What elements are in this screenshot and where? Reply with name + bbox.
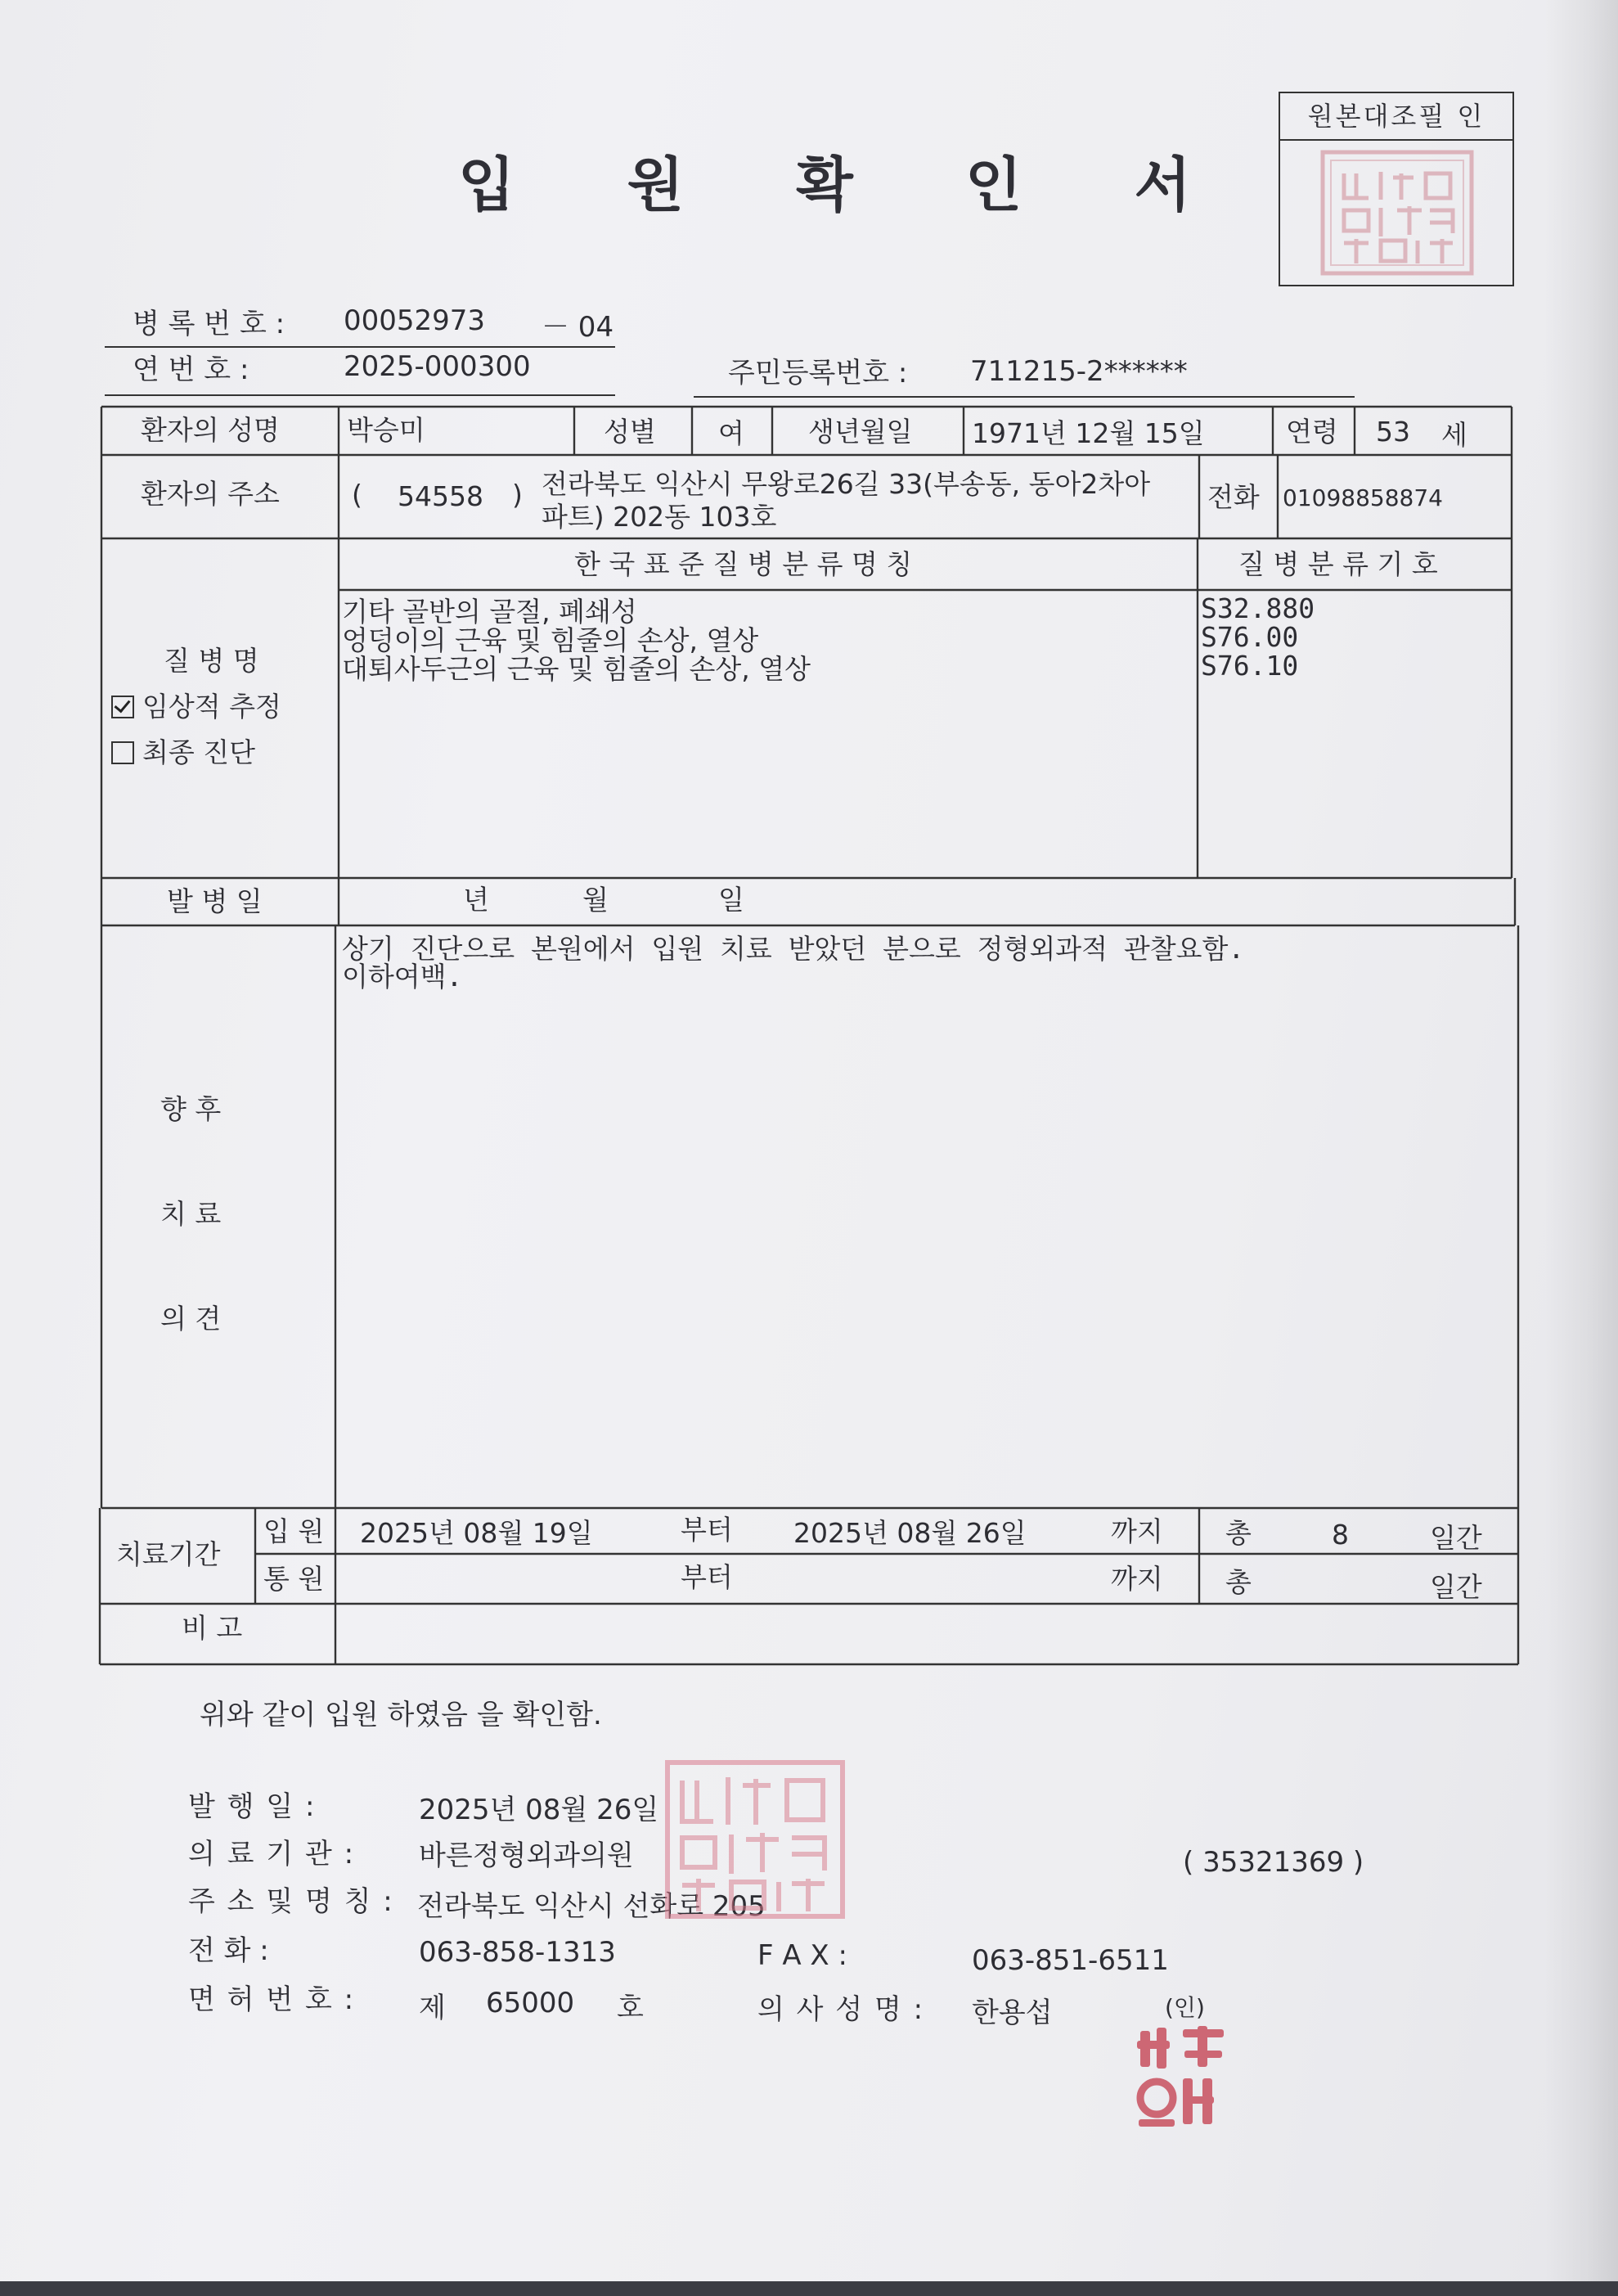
original-copy-stamp-box [1279, 92, 1514, 286]
clinical-estimate-checkbox[interactable] [111, 696, 134, 718]
institution-phone-label: 전 화 : [188, 1934, 269, 1967]
patient-address-label: 환자의 주소 [141, 478, 280, 510]
opinion-label-line-3: 의 견 [160, 1303, 222, 1335]
paper-edge-shadow [1544, 0, 1618, 2296]
serial-number-label: 연 번 호 : [133, 353, 249, 386]
inpatient-days-unit: 일간 [1430, 1522, 1482, 1554]
bottom-background-strip [0, 2281, 1618, 2296]
document-title: 입 원 확 인 서 [458, 151, 1238, 219]
age-value: 53 [1376, 416, 1410, 448]
outpatient-days-unit: 일간 [1430, 1571, 1482, 1603]
institution-label: 의 료 기 관 : [188, 1838, 356, 1871]
license-prefix: 제 [419, 1992, 446, 2024]
outpatient-from-label: 부터 [681, 1561, 733, 1593]
institution-address-label: 주 소 및 명 칭 : [188, 1885, 394, 1918]
patient-name-label: 환자의 성명 [141, 414, 280, 446]
serial-number-underline [105, 394, 615, 396]
inpatient-days-value: 8 [1332, 1519, 1349, 1551]
phone-label: 전화 [1207, 481, 1260, 513]
inpatient-from-date: 2025년 08월 19일 [360, 1517, 593, 1549]
inpatient-label: 입 원 [263, 1515, 325, 1547]
opinion-label-line-1: 향 후 [160, 1093, 222, 1125]
disease-name-header: 한 국 표 준 질 병 분 류 명 칭 [574, 548, 913, 580]
dob-label: 생년월일 [808, 416, 913, 448]
dob-value: 1971년 12월 15일 [972, 417, 1205, 449]
inpatient-total-label: 총 [1225, 1517, 1252, 1549]
zip-open-paren: ( [352, 479, 362, 511]
institution-code: ( 35321369 ) [1183, 1846, 1364, 1879]
doctor-red-seal-icon [1132, 2021, 1234, 2131]
disease-code-1: S32.880 [1201, 592, 1315, 624]
disease-name-2: 엉덩이의 근육 및 힘줄의 손상, 열상 [342, 624, 759, 656]
disease-code-3: S76.10 [1201, 650, 1299, 682]
license-number-label: 면 허 번 호 : [188, 1983, 356, 2016]
issue-date-value: 2025년 08월 26일 [419, 1794, 659, 1826]
remarks-label: 비 고 [182, 1612, 243, 1644]
fax-number: 063-851-6511 [972, 1944, 1169, 1977]
outpatient-to-label: 까지 [1111, 1563, 1163, 1595]
disease-code-header: 질 병 분 류 기 호 [1238, 548, 1438, 580]
institution-name: 바른정형외과의원 [419, 1839, 634, 1872]
zip-code: 54558 [398, 480, 483, 512]
diagnosis-section-label: 질 병 명 [164, 645, 259, 677]
zip-close-paren: ) [512, 479, 523, 511]
clinic-red-seal-icon [664, 1759, 846, 1920]
outpatient-total-label: 총 [1225, 1566, 1252, 1598]
clinical-estimate-option [111, 686, 281, 724]
license-suffix: 호 [617, 1992, 644, 2024]
inpatient-to-date: 2025년 08월 26일 [793, 1517, 1027, 1549]
disease-name-1: 기타 골반의 골절, 폐쇄성 [342, 596, 637, 628]
sex-label: 성별 [604, 416, 656, 448]
treatment-period-label: 치료기간 [116, 1538, 221, 1570]
doctor-seal-mark-label: (인) [1165, 1994, 1205, 2021]
opinion-text-line-1: 상기 진단으로 본원에서 입원 치료 받았던 분으로 정형외과적 관찰요함. [342, 933, 1245, 965]
clinical-estimate-label: 임상적 추정 [142, 691, 281, 723]
sex-value: 여 [718, 417, 744, 449]
outpatient-label: 통 원 [263, 1563, 325, 1595]
final-diagnosis-checkbox[interactable] [111, 741, 134, 764]
address-line-1: 전라북도 익산시 무왕로26길 33(부송동, 동아2차아 [542, 468, 1151, 500]
fax-label: F A X : [757, 1939, 847, 1972]
original-copy-label: 원본대조필 인 [1280, 93, 1512, 141]
clinic-seal-icon [1319, 149, 1475, 277]
institution-phone: 063-858-1313 [419, 1936, 616, 1969]
doctor-name: 한용섭 [972, 1997, 1053, 2029]
chart-number-value: 00052973 [344, 304, 486, 337]
onset-month-unit: 월 [582, 884, 609, 916]
institution-address: 전라북도 익산시 선화로 205 [417, 1890, 766, 1923]
onset-year-unit: 년 [463, 884, 489, 916]
final-diagnosis-label: 최종 진단 [142, 736, 256, 768]
disease-code-2: S76.00 [1201, 621, 1299, 653]
resident-number-underline [694, 396, 1355, 398]
serial-number-value: 2025-000300 [344, 350, 531, 383]
confirmation-statement: 위와 같이 입원 하였음 을 확인함. [200, 1699, 602, 1731]
disease-name-3: 대퇴사두근의 근육 및 힘줄의 손상, 열상 [342, 653, 811, 685]
opinion-label-line-2: 치 료 [160, 1198, 222, 1230]
opinion-text-line-2: 이하여백. [342, 961, 463, 993]
inpatient-to-label: 까지 [1111, 1515, 1163, 1547]
age-unit: 세 [1441, 419, 1467, 451]
resident-number-label: 주민등록번호 : [728, 357, 908, 389]
chart-number-suffix: － 04 [542, 311, 614, 344]
patient-name-value: 박승미 [347, 414, 425, 446]
inpatient-from-label: 부터 [681, 1514, 733, 1546]
onset-day-unit: 일 [718, 884, 744, 916]
issue-date-label: 발 행 일 : [188, 1790, 317, 1823]
onset-date-label: 발 병 일 [167, 885, 263, 917]
phone-value: 01098858874 [1283, 484, 1443, 511]
resident-number-value: 711215-2****** [970, 355, 1188, 388]
chart-number-label: 병 록 번 호 : [133, 308, 285, 340]
address-line-2: 파트) 202동 103호 [542, 501, 777, 533]
license-number-value: 65000 [486, 1987, 575, 2019]
final-diagnosis-option [111, 732, 255, 770]
doctor-name-label: 의 사 성 명 : [757, 1993, 925, 2026]
age-label: 연령 [1286, 416, 1338, 448]
